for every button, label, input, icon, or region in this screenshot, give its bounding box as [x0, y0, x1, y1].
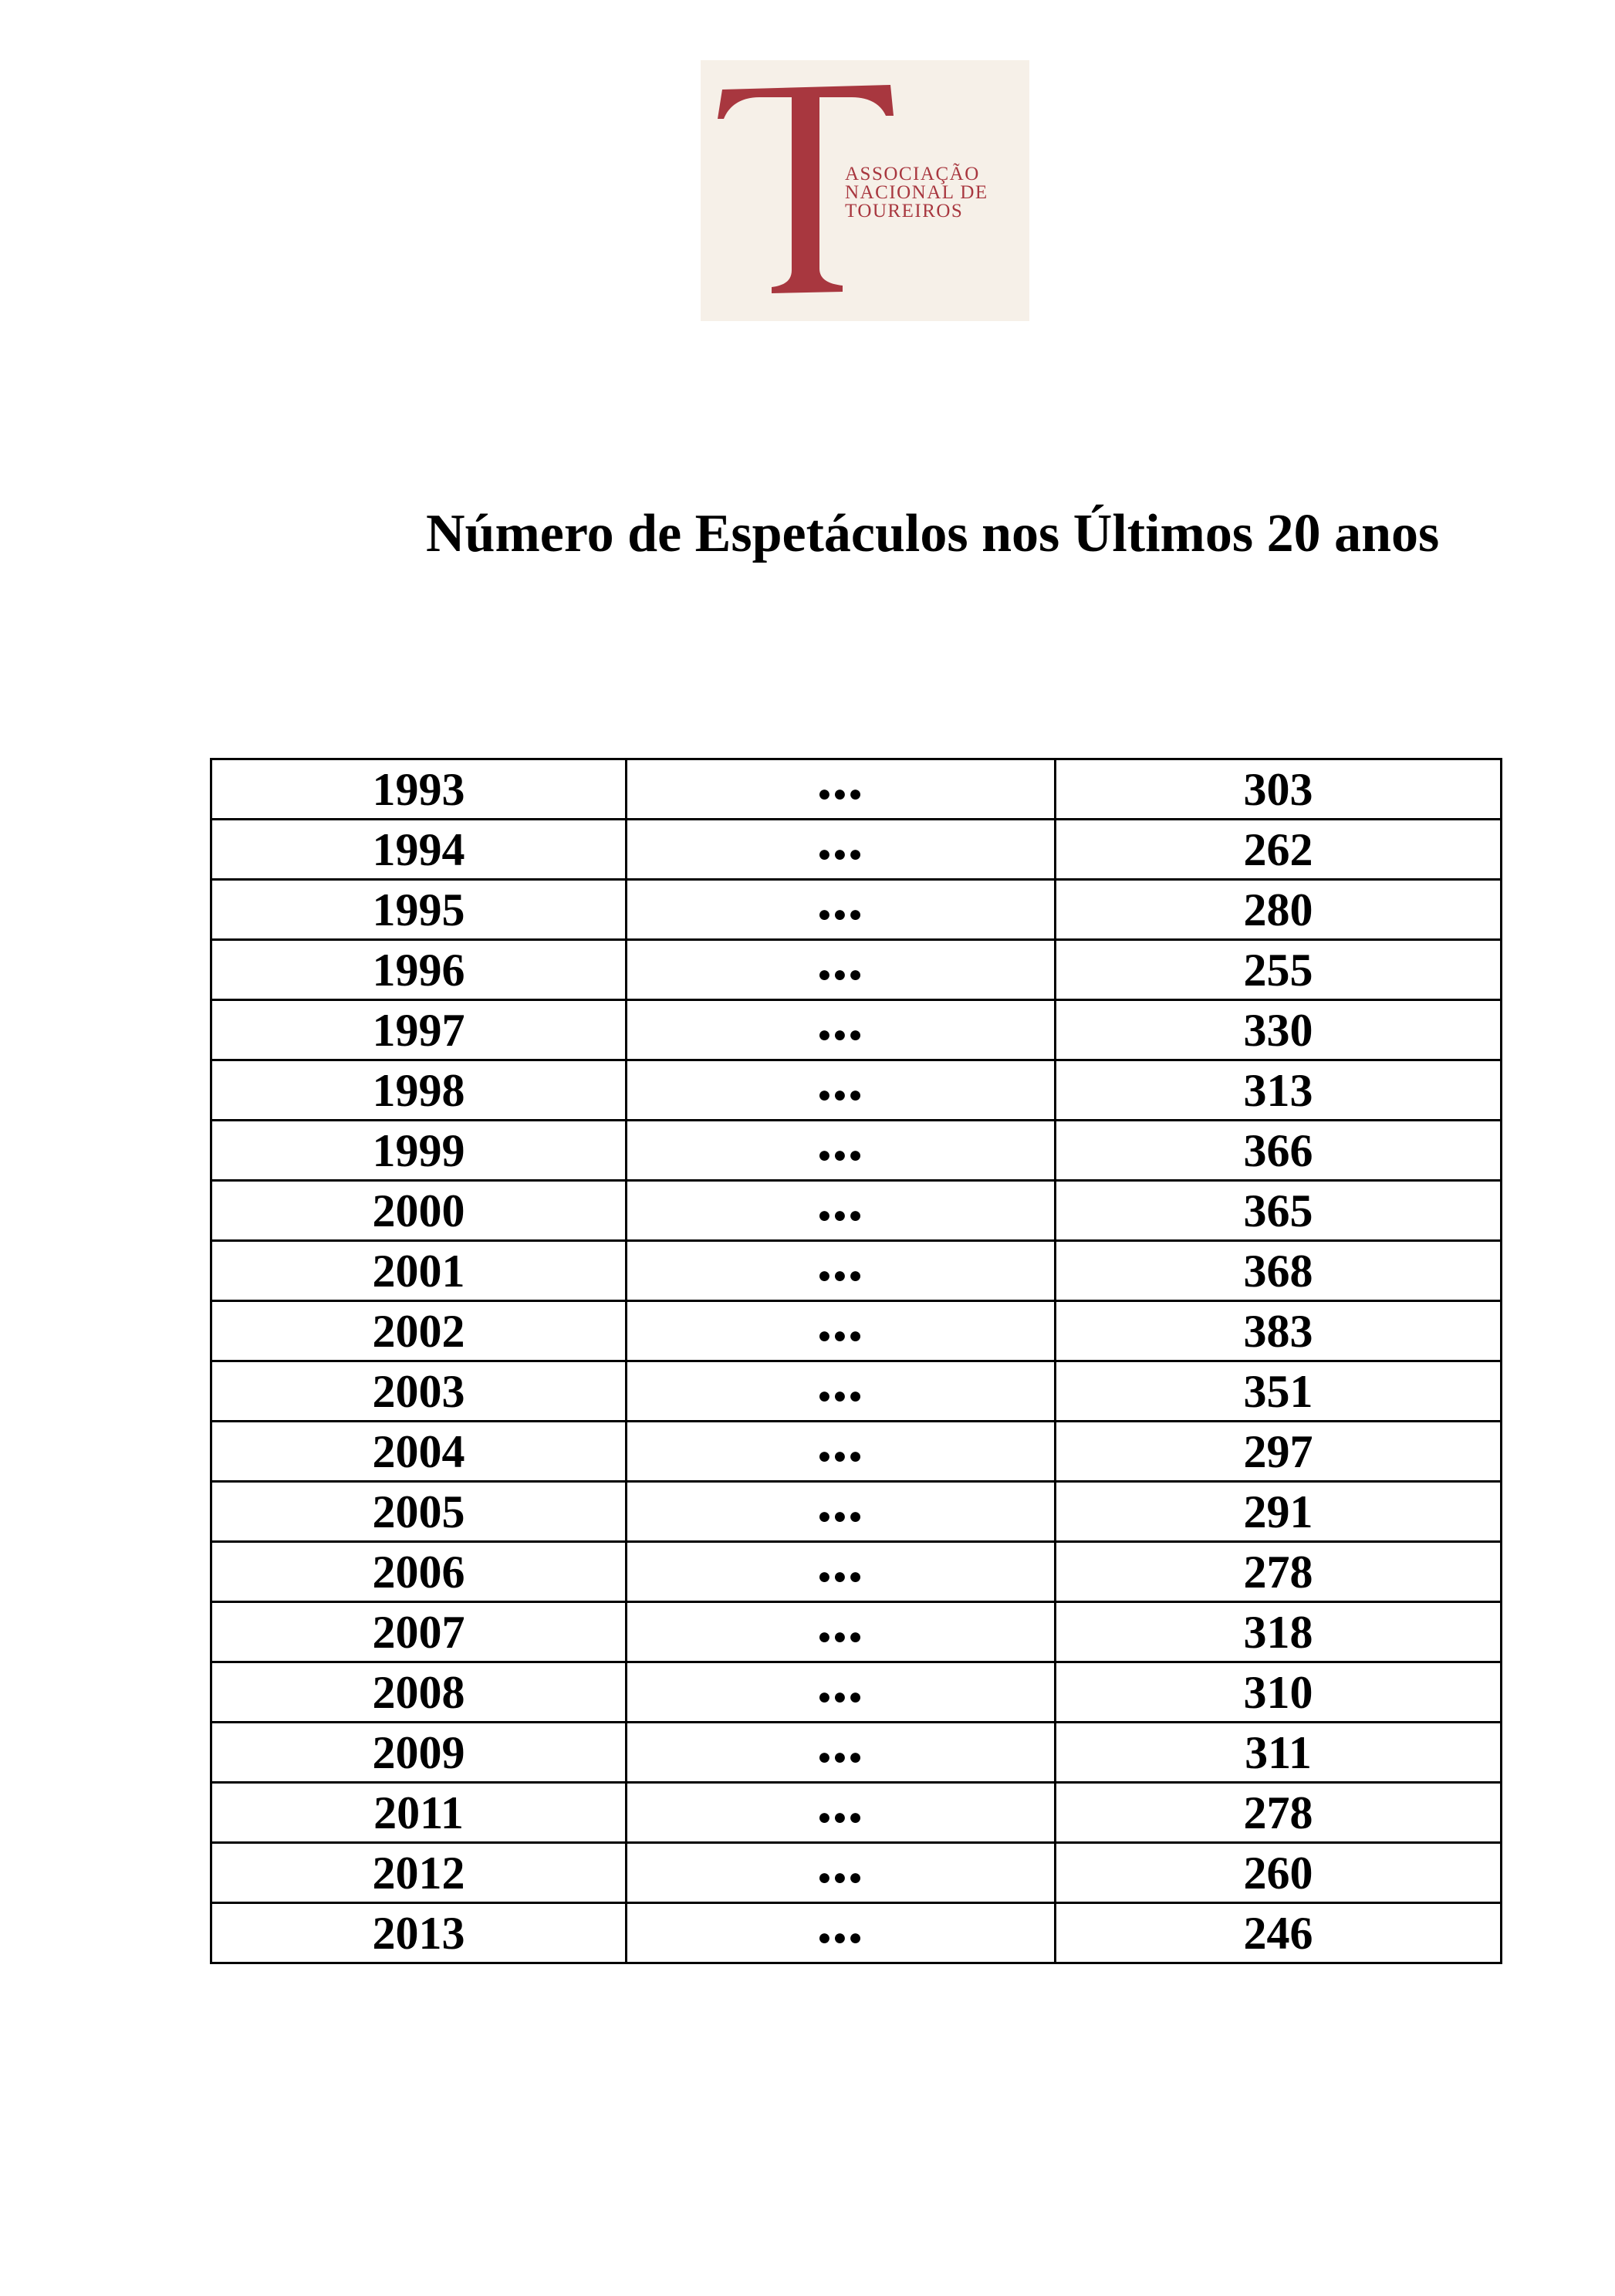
separator-dots: ●●●: [817, 961, 864, 987]
table-row: [211, 1903, 1502, 1963]
separator-dots: ●●●: [817, 1382, 864, 1408]
separator-cell: [627, 940, 1056, 1000]
table-row: [211, 1783, 1502, 1843]
year-cell: 2007: [211, 1602, 627, 1662]
separator-cell: [627, 1602, 1056, 1662]
year-cell: 2003: [211, 1361, 627, 1422]
separator-dots: ●●●: [817, 840, 864, 867]
separator-cell: [627, 1241, 1056, 1301]
count-cell: 330: [1056, 1000, 1502, 1060]
table-row: [211, 880, 1502, 940]
count-cell: 313: [1056, 1060, 1502, 1121]
count-cell: 262: [1056, 820, 1502, 880]
separator-dots: ●●●: [817, 1503, 864, 1529]
table-row: [211, 1000, 1502, 1060]
count-cell: 291: [1056, 1482, 1502, 1542]
table-row: [211, 1542, 1502, 1602]
separator-dots: ●●●: [817, 1202, 864, 1228]
separator-cell: [627, 1843, 1056, 1903]
table-row: [211, 1843, 1502, 1903]
table-row: [211, 1361, 1502, 1422]
count-cell: 351: [1056, 1361, 1502, 1422]
logo-text: [845, 165, 988, 221]
year-cell: 2011: [211, 1783, 627, 1843]
table-row: [211, 820, 1502, 880]
year-cell: 2012: [211, 1843, 627, 1903]
year-cell: 2005: [211, 1482, 627, 1542]
page-title: Número de Espetáculos nos Últimos 20 anos: [426, 504, 1440, 563]
separator-dots: ●●●: [817, 1924, 864, 1950]
separator-cell: [627, 1903, 1056, 1963]
separator-cell: [627, 1181, 1056, 1241]
separator-cell: [627, 1542, 1056, 1602]
year-cell: 1996: [211, 940, 627, 1000]
separator-dots: ●●●: [817, 901, 864, 927]
year-cell: 1995: [211, 880, 627, 940]
table-row: [211, 1482, 1502, 1542]
count-cell: 365: [1056, 1181, 1502, 1241]
table-body: [211, 759, 1502, 1963]
year-cell: 2002: [211, 1301, 627, 1361]
count-cell: 318: [1056, 1602, 1502, 1662]
separator-dots: ●●●: [817, 1683, 864, 1709]
count-cell: 310: [1056, 1662, 1502, 1723]
count-cell: 255: [1056, 940, 1502, 1000]
year-cell: 2004: [211, 1422, 627, 1482]
count-cell: 278: [1056, 1783, 1502, 1843]
separator-cell: [627, 880, 1056, 940]
count-cell: 280: [1056, 880, 1502, 940]
count-cell: 297: [1056, 1422, 1502, 1482]
table-row: [211, 1301, 1502, 1361]
count-cell: 246: [1056, 1903, 1502, 1963]
year-cell: 2001: [211, 1241, 627, 1301]
separator-cell: [627, 1662, 1056, 1723]
table-row: [211, 1602, 1502, 1662]
count-cell: 278: [1056, 1542, 1502, 1602]
separator-cell: [627, 1723, 1056, 1783]
separator-dots: ●●●: [817, 1081, 864, 1107]
separator-cell: [627, 1783, 1056, 1843]
separator-dots: ●●●: [817, 1563, 864, 1589]
separator-cell: [627, 759, 1056, 820]
year-cell: 1997: [211, 1000, 627, 1060]
year-cell: 2008: [211, 1662, 627, 1723]
year-cell: 2013: [211, 1903, 627, 1963]
separator-dots: ●●●: [817, 1442, 864, 1469]
count-cell: 366: [1056, 1121, 1502, 1181]
separator-dots: ●●●: [817, 1743, 864, 1770]
separator-cell: [627, 820, 1056, 880]
logo-line-2: NACIONAL DE: [845, 182, 988, 203]
separator-dots: ●●●: [817, 1262, 864, 1288]
separator-dots: ●●●: [817, 1623, 864, 1649]
table-row: [211, 940, 1502, 1000]
separator-cell: [627, 1301, 1056, 1361]
year-cell: 1993: [211, 759, 627, 820]
year-cell: 1994: [211, 820, 627, 880]
shows-per-year-table: [210, 758, 1502, 1964]
separator-cell: [627, 1422, 1056, 1482]
table-row: [211, 1723, 1502, 1783]
year-cell: 1998: [211, 1060, 627, 1121]
logo-line-1: ASSOCIAÇÃO: [845, 164, 980, 184]
count-cell: 311: [1056, 1723, 1502, 1783]
separator-dots: ●●●: [817, 1322, 864, 1348]
separator-dots: ●●●: [817, 1021, 864, 1047]
table-row: [211, 1121, 1502, 1181]
table-row: [211, 1181, 1502, 1241]
separator-cell: [627, 1121, 1056, 1181]
table-row: [211, 1241, 1502, 1301]
separator-cell: [627, 1482, 1056, 1542]
table-row: [211, 1662, 1502, 1723]
year-cell: 2009: [211, 1723, 627, 1783]
year-cell: 2006: [211, 1542, 627, 1602]
count-cell: 383: [1056, 1301, 1502, 1361]
count-cell: 260: [1056, 1843, 1502, 1903]
table-row: [211, 1422, 1502, 1482]
separator-cell: [627, 1060, 1056, 1121]
separator-dots: ●●●: [817, 1864, 864, 1890]
association-logo: [701, 60, 1029, 321]
year-cell: 2000: [211, 1181, 627, 1241]
count-cell: 368: [1056, 1241, 1502, 1301]
separator-dots: ●●●: [817, 780, 864, 806]
separator-cell: [627, 1000, 1056, 1060]
separator-dots: ●●●: [817, 1141, 864, 1168]
separator-cell: [627, 1361, 1056, 1422]
count-cell: 303: [1056, 759, 1502, 820]
table-row: [211, 1060, 1502, 1121]
year-cell: 1999: [211, 1121, 627, 1181]
logo-line-3: TOUREIROS: [845, 201, 964, 221]
separator-dots: ●●●: [817, 1804, 864, 1830]
table-row: [211, 759, 1502, 820]
